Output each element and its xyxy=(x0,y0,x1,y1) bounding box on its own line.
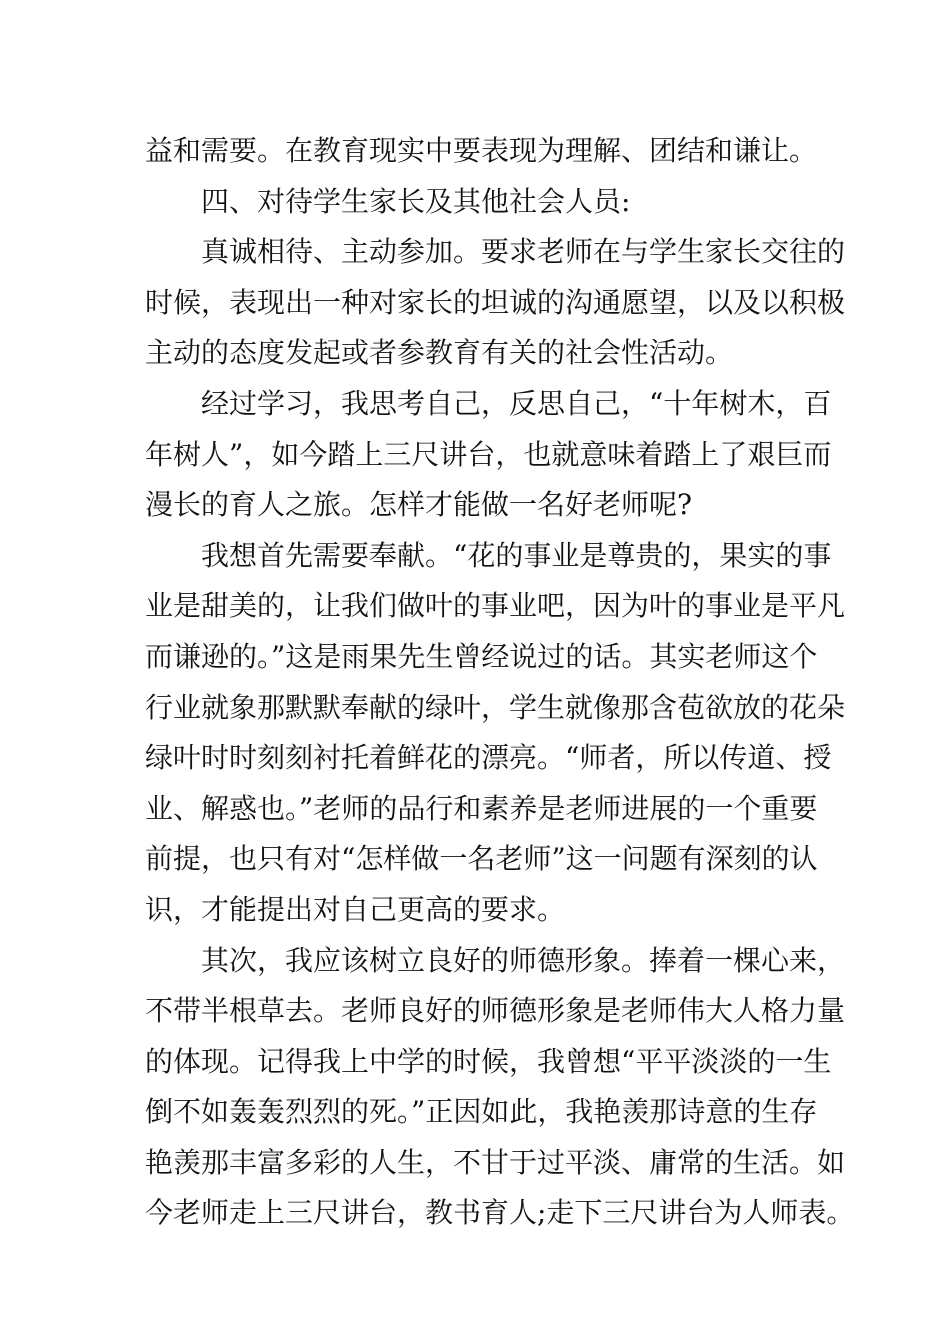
text-line: 前提，也只有对“怎样做一名老师”这一问题有深刻的认 xyxy=(145,842,818,876)
text-line: 主动的态度发起或者参教育有关的社会性活动。 xyxy=(145,336,734,370)
text-line: 行业就象那默默奉献的绿叶，学生就像那含苞欲放的花朵 xyxy=(145,690,846,724)
text-line: 年树人”，如今踏上三尺讲台，也就意味着踏上了艰巨而 xyxy=(145,437,832,471)
text-line: 业、解惑也。”老师的品行和素养是老师进展的一个重要 xyxy=(145,791,818,825)
text-line: 真诚相待、主动参加。要求老师在与学生家长交往的 xyxy=(201,235,846,269)
body-text xyxy=(145,126,855,1239)
text-line: 益和需要。在教育现实中要表现为理解、团结和谦让。 xyxy=(145,134,818,167)
text-line: 不带半根草去。老师良好的师德形象是老师伟大人格力量 xyxy=(145,994,846,1028)
text-line: 时候，表现出一种对家长的坦诚的沟通愿望，以及以积极 xyxy=(145,285,846,319)
text-line: 绿叶时时刻刻衬托着鲜花的漂亮。“师者，所以传道、授 xyxy=(145,741,832,775)
text-line: 漫长的育人之旅。怎样才能做一名好老师呢? xyxy=(145,488,693,522)
text-line: 今老师走上三尺讲台，教书育人;走下三尺讲台为人师表。 xyxy=(145,1196,855,1230)
text-line: 而谦逊的。”这是雨果先生曾经说过的话。其实老师这个 xyxy=(145,639,818,673)
text-line: 其次，我应该树立良好的师德形象。捧着一棵心来， xyxy=(201,943,846,977)
text-line: 艳羡那丰富多彩的人生，不甘于过平淡、庸常的生活。如 xyxy=(145,1145,846,1179)
text-line: 四、对待学生家长及其他社会人员: xyxy=(201,184,631,218)
text-line: 我想首先需要奉献。“花的事业是尊贵的，果实的事 xyxy=(201,538,832,572)
text-line: 识，才能提出对自己更高的要求。 xyxy=(145,892,566,926)
text-line: 倒不如轰轰烈烈的死。”正因如此，我艳羡那诗意的生存 xyxy=(145,1095,818,1129)
text-line: 的体现。记得我上中学的时候，我曾想“平平淡淡的一生 xyxy=(145,1044,832,1078)
text-line: 经过学习，我思考自己，反思自己，“十年树木，百 xyxy=(201,386,832,420)
text-line: 业是甜美的，让我们做叶的事业吧，因为叶的事业是平凡 xyxy=(145,589,846,623)
